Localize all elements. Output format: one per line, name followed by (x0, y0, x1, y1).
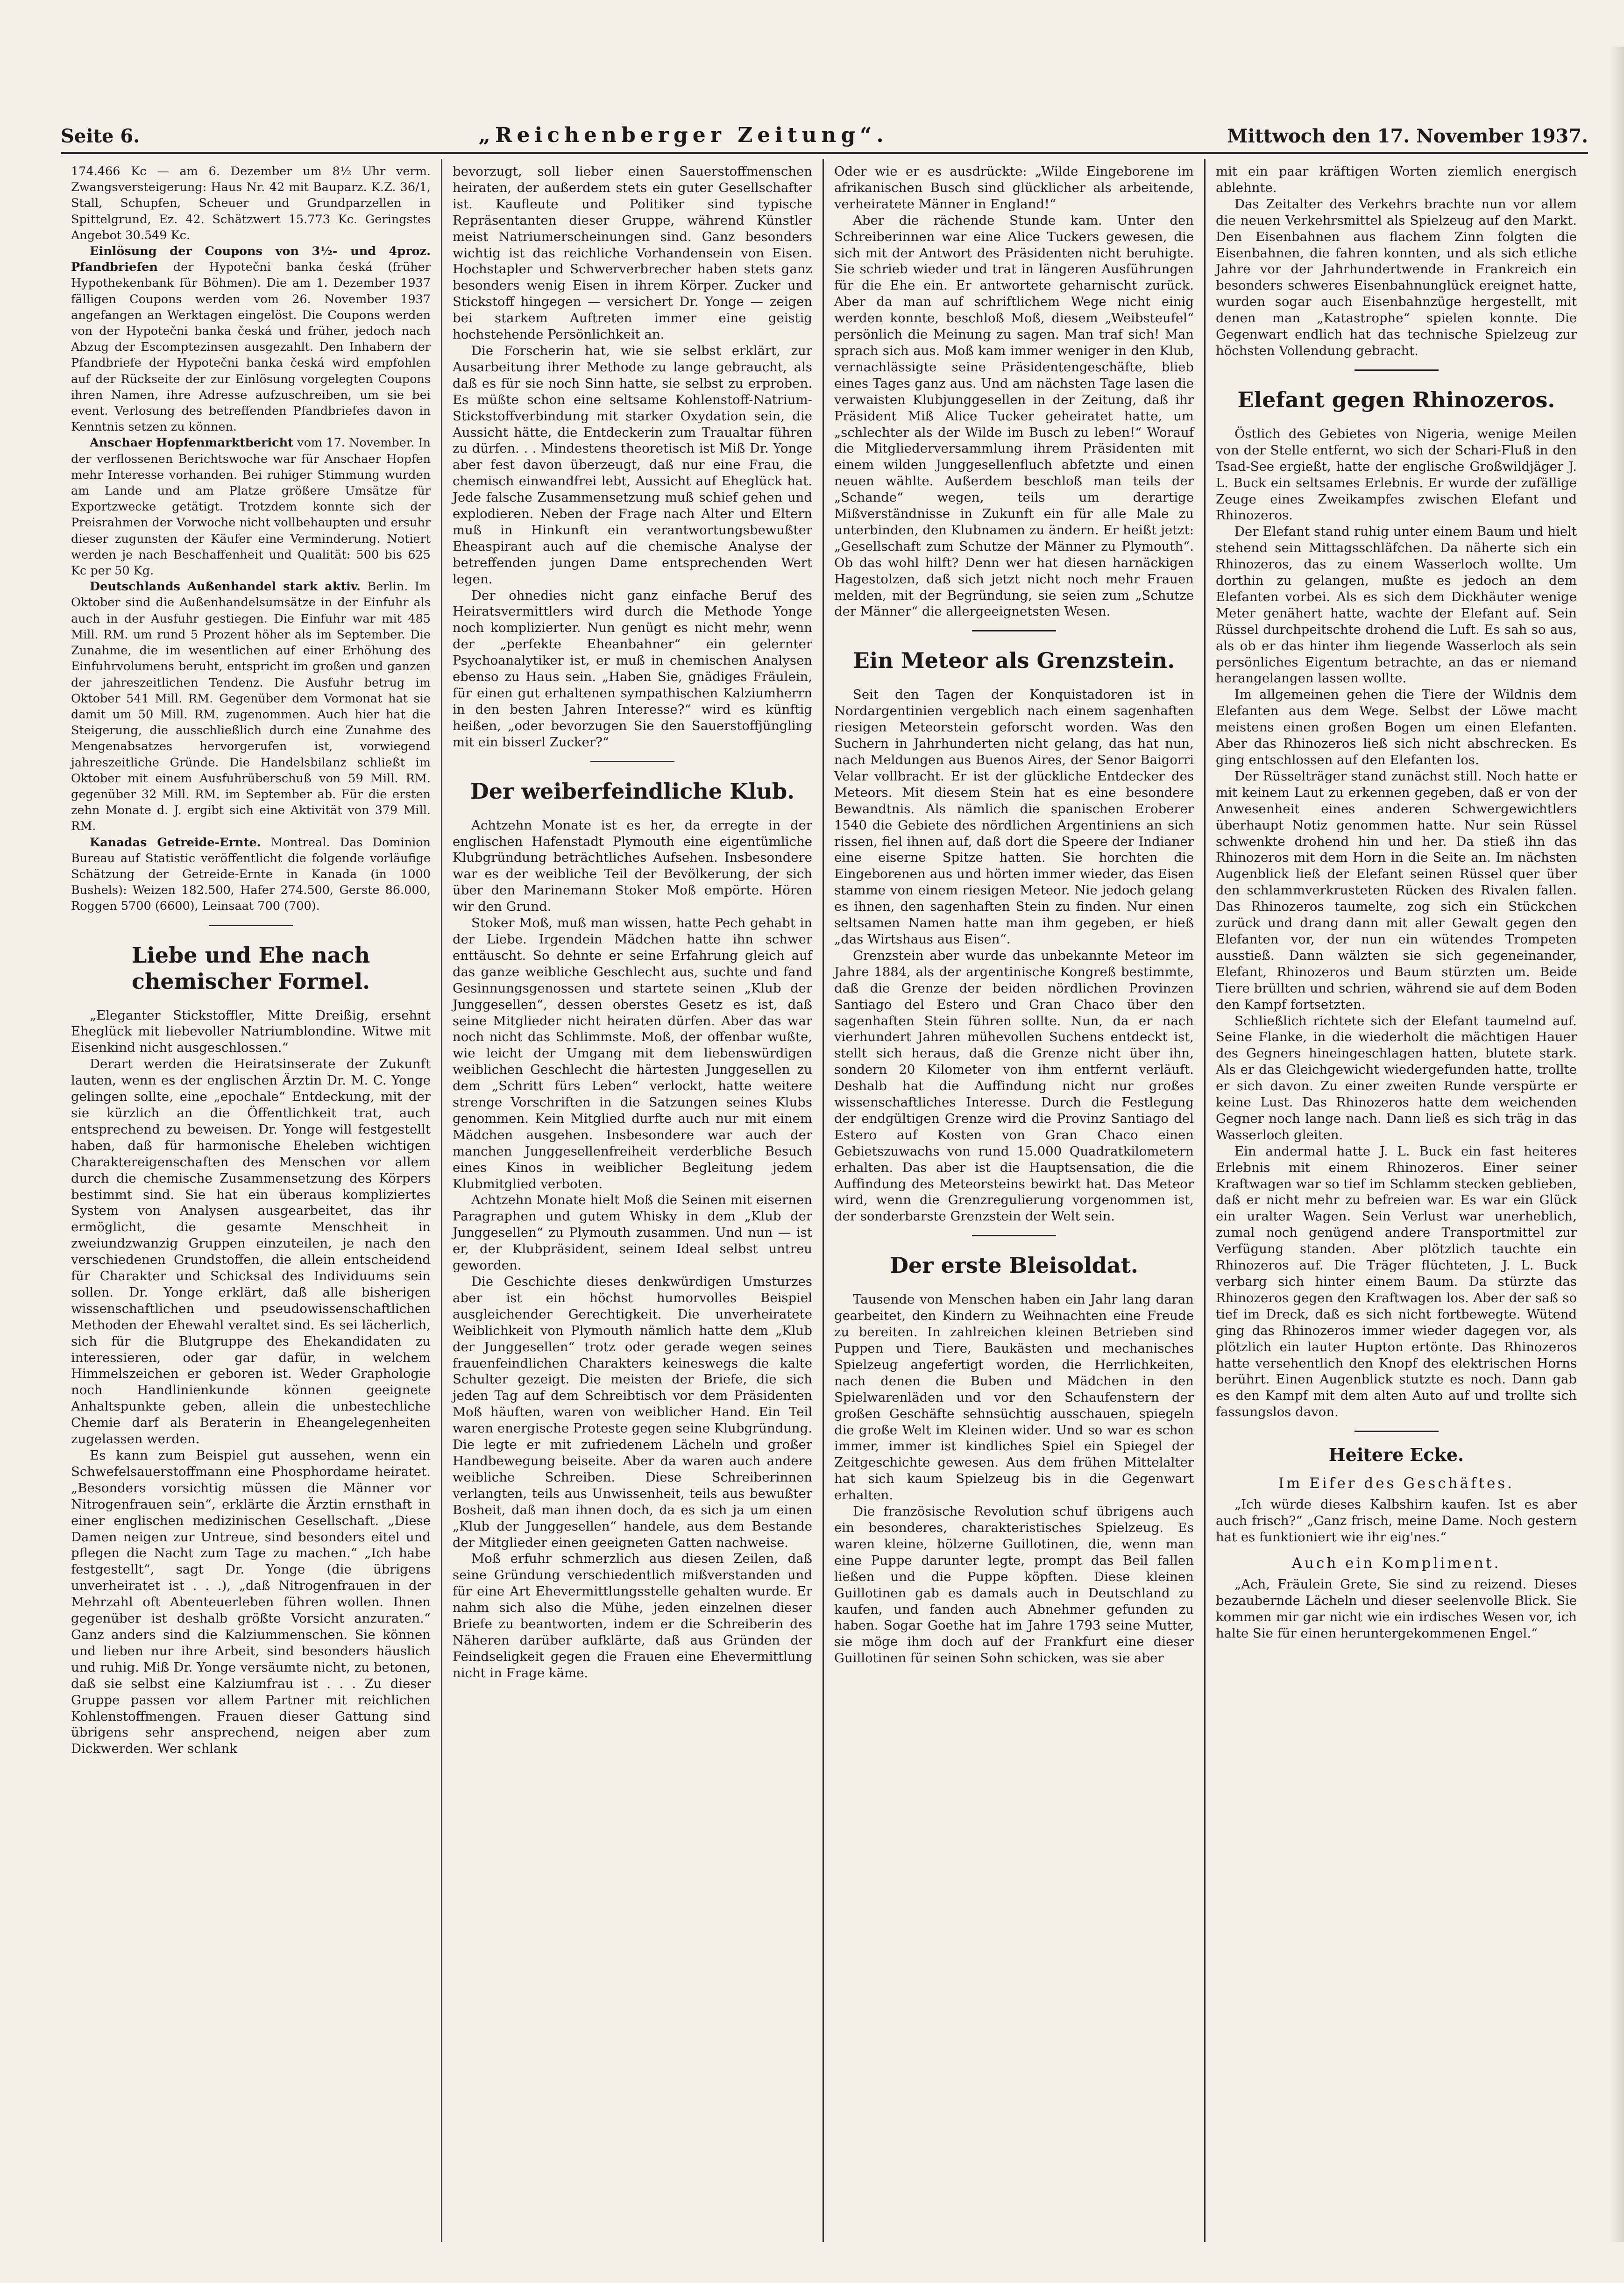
section-divider (972, 1235, 1056, 1236)
article-paragraph: Im allgemeinen gehen die Tiere der Wildnis dem Elefanten aus dem Wege. Selbst der Löwe macht meistens einen großen Bogen um einen Elefanten. Aber das Rhinozeros ließ sich nicht abschrecken. Es ging entschlossen auf den Elefanten los. (1216, 687, 1577, 767)
news-item-text: Berlin. Im Oktober sind die Außenhandelsumsätze in der Einfuhr als auch in der Ausfuhr gestiegen. Die Einfuhr war mit 485 Mill. RM. um rund 5 Prozent höher als im September. Die Zunahme, die im wesentlichen auf einer Erhöhung des Einfuhrvolumens beruht, entspricht im großen und ganzen der jahreszeitlichen Tendenz. Die Ausfuhr betrug im Oktober 541 Mill. RM. Gegenüber dem Vormonat hat sie damit um 50 Mill. RM. zugenommen. Auch hier hat die Steigerung, die ausschließlich durch eine Zunahme des Mengenabsatzes hervorgerufen ist, vorwiegend jahreszeitliche Gründe. Die Handelsbilanz schließt im Oktober mit einem Ausfuhrüberschuß von 59 Mill. RM. gegenüber 32 Mill. RM. im September ab. Für die ersten zehn Monate d. J. ergibt sich eine Aktivität von 379 Mill. RM. (71, 580, 431, 834)
article-paragraph: Der Rüsselträger stand zunächst still. Noch hatte er mit keinem Laut zu erkennen gegeben, daß er von der Anwesenheit eines anderen Schwergewichtlers überhaupt Notiz genommen hatte. Nur sein Rüssel schwenkte drohend hin und her. Da stieß ihn das Rhinozeros mit dem Horn in die Seite an. Im nächsten Augenblick ließ der Elefant seinen Rüssel quer über den schlammverkrusteten Rücken des Rivalen fallen. Das Rhinozeros taumelte, zog sich ein Stückchen zurück und drang dann mit aller Gewalt gegen den Elefanten vor, der nun ein wütendes Trompeten ausstieß. Dann wälzten sie sich gegeneinander, Elefant, Rhinozeros und Baum stürzten um. Beide Tiere brüllten und schrien, während sie auf dem Boden den Kampf fortsetzten. (1216, 768, 1577, 1012)
article-paragraph: Stoker Moß, muß man wissen, hatte Pech gehabt in der Liebe. Irgendein Mädchen hatte ihn schwer enttäuscht. So dehnte er seine Erfahrung gleich auf das ganze weibliche Geschlecht aus, suchte und fand Gesinnungsgenossen und startete seinen „Klub der Junggesellen“, dessen oberstes Gesetz es ist, daß seine Mitglieder nicht heiraten dürfen. Aber das war noch nicht das Schlimmste. Moß, der offenbar wußte, wie leicht der Umgang mit dem liebenswürdigen weiblichen Geschlecht die härtesten Junggesellen zu dem „Schritt fürs Leben“ verlockt, hatte weitere strenge Vorschriften in die Satzungen seines Klubs genommen. Kein Mitglied durfte auch nur mit einem Mädchen ausgehen. Insbesondere war auch der manchen Junggesellenfreiheit verderbliche Besuch eines Kinos in weiblicher Begleitung jedem Klubmitglied verboten. (453, 915, 812, 1191)
section-divider (590, 761, 674, 762)
article-paragraph: Derart werden die Heiratsinserate der Zukunft lauten, wenn es der englischen Ärztin Dr. M. C. Yonge gelingen sollte, eine „epochale“ Entdeckung, mit der sie kürzlich an die Öffentlichkeit trat, auch entsprechend zu beweisen. Dr. Yonge will festgestellt haben, daß für harmonische Eheleben wichtigen Charaktereigenschaften des Menschen vor allem durch die chemische Zusammensetzung des Körpers bestimmt sind. Sie hat ein überaus kompliziertes System von Analysen ausgearbeitet, das ihr ermöglicht, die gesamte Menschheit in zweiundzwanzig Gruppen einzuteilen, je nach den verschiedenen Grundstoffen, die allein entscheidend für Charakter und Schicksal des Individuums sein sollen. Dr. Yonge erklärt, daß alle bisherigen wissenschaftlichen und pseudowissenschaftlichen Methoden der Ehewahl veraltet sind. Es sei lächerlich, sich für die Blutgruppe des Ehekandidaten zu interessieren, oder gar dafür, in welchem Himmelszeichen er geboren ist. Weder Graphologie noch Handlinienkunde können geeignete Anhaltspunkte geben, allein die unbestechliche Chemie darf als Beraterin in Eheangelegenheiten zugelassen werden. (71, 1056, 431, 1447)
page-number: Seite 6. (61, 125, 140, 147)
article-paragraph: Aber die rächende Stunde kam. Unter den Schreiberinnen war eine Alice Tuckers gewesen, die sich mit der Antwort des Präsidenten nicht beruhigte. Sie schrieb wieder und trat in längeren Ausführungen für die Ehe ein. Er antwortete geharnischt zurück. Aber da man auf schriftlichem Wege nicht einig werden konnte, beschloß Moß, diesem „Weibsteufel“ persönlich die Meinung zu sagen. Man traf sich! Man sprach sich aus. Moß kam immer weniger in den Klub, vernachlässigte seine Präsidentengeschäfte, blieb eines Tages ganz aus. Und am nächsten Tage lasen die verwaisten Klubjunggesellen in der Zeitung, daß ihr Präsident Miß Alice Tucker geheiratet hatte, um „schlechter als der Wilde im Busch zu leben!“ Worauf die Mitgliederversammlung ihrem Präsidenten mit einem wilden Junggesellenfluch abfetzte und einen neuen wählte. Außerdem beschloß man teils der „Schande“ wegen, teils um derartige Mißverständnisse in Zukunft ein für alle Male zu unterbinden, den Klubnamen zu ändern. Er heißt jetzt: „Gesellschaft zum Schutze der Männer zu Plymouth“. Ob das wohl hilft? Denn wer hat diesen harnäckigen Hagestolzen, daß sich jetzt nicht noch mehr Frauen melden, mit der Begründung, sie seien zum „Schutze der Männer“ die allergeeignetsten Wesen. (834, 213, 1194, 619)
news-item-text: Montreal. Das Dominion Bureau auf Statistic veröffentlicht die folgende vorläufige Schätzung der Getreide-Ernte in Kanada (in 1000 Bushels): Weizen 182.500, Hafer 274.500, Gerste 86.000, Roggen 5700 (6600), Leinsaat 700 (700). (71, 835, 431, 914)
news-item-title: Einlösung der Coupons von 3½- und 4proz. Pfandbriefen (71, 244, 431, 275)
section-divider (209, 925, 293, 926)
article-paragraph: Der ohnedies nicht ganz einfache Beruf des Heiratsvermittlers wird durch die Methode Yonge noch komplizierter. Nun genügt es nicht mehr, wenn der „perfekte Eheanbahner“ ein gelernter Psychoanalytiker ist, er muß in chemischen Analysen ebenso zu Haus sein. „Haben Sie, gnädiges Fräulein, für einen gut erhaltenen sympathischen Kalziumherrn in den besten Jahren Interesse?“ wird es künftig heißen, „oder bevorzugen Sie den Sauerstoffjüngling mit ein bisserl Zucker?“ (453, 588, 812, 750)
article-paragraph: Achtzehn Monate ist es her, da erregte in der englischen Hafenstadt Plymouth eine eigentümliche Klubgründung beträchtliches Aufsehen. Insbesondere war es der weibliche Teil der Bevölkerung, der sich über den Marinemann Stoker Moß empörte. Hören wir den Grund. (453, 817, 812, 915)
article-paragraph: „Eleganter Stickstoffler, Mitte Dreißig, ersehnt Ehеglück mit liebevoller Natriumblondine. Witwe mit Eisenkind nicht ausgeschlossen.“ (71, 1007, 431, 1056)
section-divider (972, 630, 1056, 631)
section-divider (1355, 369, 1439, 371)
section-divider (1355, 1431, 1439, 1432)
article-paragraph: Grenzstein aber wurde das unbekannte Meteor im Jahre 1884, als der argentinische Kongreß bestimmte, daß die Grenze der beiden nördlichen Provinzen Santiago del Estero und Gran Chaco über den sagenhaften Stein führen sollte. Nun, da er nach vierhundert Jahren mühevollen Suchens entdeckt ist, stellt sich heraus, daß die Grenze nicht über ihn, sondern 20 Kilometer von ihm entfernt verläuft. Deshalb hat die Auffindung nicht nur großes wissenschaftliches Interesse. Durch die Festlegung der endgültigen Grenze wird die Provinz Santiago del Estero auf Kosten von Gran Chaco einen Gebietszuwachs von rund 15.000 Quadratkilometern erhalten. Das aber ist die Hauptsensation, die die Auffindung des Meteorsteins bewirkt hat. Das Meteor wird, wenn die Grenzregulierung vorgenommen ist, der sonderbarste Grenzstein der Welt sein. (834, 948, 1194, 1224)
news-item (71, 579, 431, 834)
article-paragraph: Moß erfuhr schmerzlich aus diesen Zeilen, daß seine Gründung verschiedentlich mißverstanden und für eine Art Ehevermittlungsstelle gehalten wurde. Er nahm sich also die Mühe, jeden einzelnen dieser Briefe zu beantworten, indem er die Schreiberin des Näheren darüber aufklärte, daß aus Gründen der Feindseligkeit gegen die Frauen eine Ehevermittlung nicht in Frage käme. (453, 1551, 812, 1680)
column-3 (824, 159, 1206, 2242)
article-paragraph: Schließlich richtete sich der Elefant taumelnd auf. Seine Flanke, in die wiederholt die mächtigen Hauer des Gegners hineingeschlagen hatten, blutete stark. Als er das Gleichgewicht wiedergefunden hatte, trollte er sich davon. Zu einer zweiten Runde verspürte er keine Lust. Das Rhinozeros hatte dem weichenden Gegner noch lange nach. Dann ließ es sich träg in das Wasserloch gleiten. (1216, 1013, 1577, 1142)
joke-title: Im Eifer des Geschäftes. (1278, 1475, 1515, 1492)
article-paragraph: Das Zeitalter des Verkehrs brachte nun vor allem die neuen Verkehrsmittel als Spielzeug auf den Markt. Den Eisenbahnen aus flachem Zinn folgten die Eisenbahnen, die fahren konnten, und als sich etliche Jahre vor der Jahrhundertwende in Frankreich ein besonders schweres Eisenbahnunglück ereignet hatte, wurden sogar auch Eisenbahnzüge hergestellt, mit denen man „Katastrophe“ spielen konnte. Die Gegenwart endlich hat das technische Spielzeug zur höchsten Vollendung gebracht. (1216, 196, 1577, 358)
page-header (61, 103, 1588, 154)
news-item-text: der Hypotečni banka česká (früher Hypothekenbank für Böhmen). Die am 1. Dezember 1937 fälligen Coupons werden vom 26. November 1937 angefangen an Werktagen eingelöst. Die Coupons werden von der Hypotečni banka česká und früher, jedoch nach Abzug der Escomptezinsen ausgezahlt. Den Inhabern der Pfandbriefe der Hypotečni banka česká wird empfohlen auf der Rückseite der zur Einlösung vorgelegten Coupons ihren Namen, ihre Adresse aufzuschreiben, um sie bei event. Verlosung des betreffenden Pfandbriefes davon in Kenntnis setzen zu können. (71, 260, 431, 434)
newspaper-page (61, 42, 1588, 2256)
joke-title: Auch ein Kompliment. (1291, 1554, 1501, 1572)
humor-section-title: Heitere Ecke. (1328, 1444, 1464, 1466)
article-headline: Der erste Bleisoldat. (890, 1253, 1138, 1278)
article-paragraph: Die Forscherin hat, wie sie selbst erklärt, zur Ausarbeitung ihrer Methode zu lange gebraucht, als daß es für sie noch Sinn hatte, sie selbst zu erproben. Es müßte schon eine seltsame Kohlenstoff-Natrium-Stickstoffverbindung mit starker Oxydation sein, die Aussicht hätte, die Entdeckerin zum Traualtar führen zu dürfen. . . Mindestens theoretisch ist Miß Dr. Yonge aber fest davon überzeugt, daß nur eine Frau, die chemisch einwandfrei lebt, Aussicht auf Eheglück hat. Jede falsche Zusammensetzung muß schief gehen und explodieren. Neben der Frage nach Alter und Eltern muß in Hinkunft ein verantwortungsbewußter Ehеaspirant auch auf die chemische Analyse der betreffenden jungen Dame entsprechenden Wert legen. (453, 343, 812, 587)
article-paragraph: Ein andermal hatte J. L. Buck ein fast heiteres Erlebnis mit einem Rhinozeros. Einer seiner Kraftwagen war so tief im Schlamm stecken geblieben, daß er nicht mehr zu befreien war. Es war ein Glück ein uralter Wagen. Sein Verlust war unerheblich, zumal noch genügend andere Transportmittel zur Verfügung standen. Aber plötzlich tauchte ein Rhinozeros auf. Die Träger flüchteten, J. L. Buck verbarg sich hinter einem Baum. Da stürzte das Rhinozeros gegen den Kraftwagen los. Aber der saß so tief im Dreck, daß es sich nicht fortbewegte. Wütend ging das Rhinozeros immer wieder dagegen vor, als plötzlich ein lauter Hupton ertönte. Das Rhinozeros hatte versehentlich den Knopf des elektrischen Horns berührt. Einen Augenblick stutzte es noch. Dann gab es den Kampf mit dem alten Auto auf und trollte sich fassungslos davon. (1216, 1143, 1577, 1420)
article-paragraph: Tausende von Menschen haben ein Jahr lang daran gearbeitet, den Kindern zu Weihnachten eine Freude zu bereiten. In zahlreichen kleinen Betrieben sind Puppen und Tiere, Baukästen und mechanisches Spielzeug angefertigt worden, die Herrlichkeiten, nach denen die Buben und Mädchen in den Spielwarenläden und vor den Schaufenstern der großen Geschäfte sehnsüchtig ausschauen, spiegeln die große Welt im Kleinen wider. Und so war es schon immer, immer ist kindliches Spiel ein Spiegel der Zeitgeschichte gewesen. Aus dem frühen Mittelalter hat sich kaum Spielzeug bis in die Gegenwart erhalten. (834, 1292, 1194, 1503)
news-item-title: Deutschlands Außenhandel stark aktiv. (90, 580, 361, 594)
article-paragraph: Achtzehn Monate hielt Moß die Seinen mit eisernen Paragraphen und gutem Whisky in dem „Klub der Junggesellen“ zu Plymouth zusammen. Und nun — ist er, der Klubpräsident, seinem Ideal selbst untreu geworden. (453, 1192, 812, 1273)
article-paragraph: Die Geschichte dieses denkwürdigen Umsturzes aber ist ein höchst humorvolles Beispiel ausgleichender Gerechtigkeit. Die unverheiratete Weiblichkeit von Plymouth nämlich hatte dem „Klub der Junggesellen“ trotz oder gerade wegen seines frauenfeindlichen Charakters keineswegs die kalte Schulter gezeigt. Die meisten der Briefe, die sich jeden Tag auf dem Schreibtisch vor dem Präsidenten Moß häuften, waren von weiblicher Hand. Ein Teil waren energische Proteste gegen seine Klubgründung. Die legte er mit zufriedenem Lächeln und großer Handbewegung beiseite. Aber da waren auch andere weibliche Schreiben. Diese Schreiberinnen verlangten, teils aus Unwissenheit, teils aus bewußter Bosheit, daß man ihnen doch, da es sich ja um einen „Klub der Junggesellen“ handele, aus dem Bestande der Mitglieder einen geeigneten Gatten nachweise. (453, 1274, 812, 1550)
article-paragraph: Die französische Revolution schuf übrigens auch ein besonderes, charakteristisches Spielzeug. Es waren kleine, hölzerne Guillotinen, die, wenn man eine Puppe darunter legte, prompt das Beil fallen ließen und die Puppe köpften. Diese kleinen Guillotinen gab es damals auch in Deutschland zu kaufen, und fanden auch Abnehmer gefunden zu haben. Sogar Goethe hat im Jahre 1793 seine Mutter, sie möge ihm doch auf der Frankfurt eine dieser Guillotinen für seinen Sohn schicken, was sie aber (834, 1504, 1194, 1666)
article-paragraph: Oder wie er es ausdrückte: „Wilde Eingeborene im afrikanischen Busch sind glücklicher als arbeitende, verheiratete Männer in England!“ (834, 164, 1194, 212)
article-paragraph: Es kann zum Beispiel gut aussehen, wenn ein Schwefelsauerstoffmann eine Phosphordame heiratet. „Besonders vorsichtig müssen die Männer vor Nitrogenfrauen sein“, erklärte die Ärztin ernsthaft in einer englischen medizinischen Gesellschaft. „Diese Damen neigen zur Untreue, sind besonders eitel und pflegen die Nacht zum Tage zu machen.“ „Ich habe festgestellt“, sagt Dr. Yonge (die übrigens unverheiratet ist . . .), „daß Nitrogenfrauen in der Mehrzahl oft Abenteuerleben führen wollen. Ihnen gegenüber ist deshalb größte Vorsicht anzuraten.“ Ganz anders sind die Kalziummenschen. Sie können und lieben nur ihre Arbeit, sind besonders häuslich und ruhig. Miß Dr. Yonge versäumte nicht, zu betonen, daß sie selbst eine Kalziumfrau ist . . . Zu dieser Gruppe passen vor allem Partner mit reichlichen Kohlenstoffmengen. Frauen dieser Gattung sind übrigens sehr ansprechend, neigen aber zum Dickwerden. Wer schlank (71, 1448, 431, 1757)
article-columns (61, 159, 1588, 2242)
joke-text: „Ach, Fräulein Grete, Sie sind zu reizend. Dieses bezaubernde Lächeln und dieser seelenvolle Blick. Sie kommen mir gar nicht wie ein irdisches Wesen vor, ich halte Sie für einen heruntergekommenen Engel.“ (1216, 1576, 1577, 1641)
article-paragraph: Östlich des Gebietes von Nigeria, wenige Meilen von der Stelle entfernt, wo sich der Schari-Fluß in den Tsad-See ergießt, hatte der englische Großwildjäger J. L. Buck ein seltsames Erlebnis. Er wurde der zufällige Zeuge eines Zweikampfes zwischen Elefant und Rhinozeros. (1216, 426, 1577, 523)
news-item (71, 835, 431, 915)
column-1 (61, 159, 442, 2242)
article-paragraph: Der Elefant stand ruhig unter einem Baum und hielt stehend sein Mittagsschläfchen. Da näherte sich ein Rhinozeros, das zu einem Wasserloch wollte. Um dorthin zu gelangen, mußte es jedoch an dem Elefanten vorbei. Als es sich dem Dickhäuter wenige Meter genähert hatte, wachte der Elefant auf. Sein Rüssel durchpeitschte drohend die Luft. Es sah so aus, als ob er das hinter ihm liegende Wasserloch als sein persönliches Eigentum betrachte, an das er niemand herangelangen lassen wollte. (1216, 524, 1577, 686)
news-item-title: Anschaer Hopfenmarktbericht (90, 436, 293, 450)
article-paragraph: bevorzugt, soll lieber einen Sauerstoffmenschen heiraten, der außerdem stets ein guter Gesellschafter ist. Kaufleute und Politiker sind typische Repräsentanten dieser Gruppe, während Künstler meist Natriumerscheinungen sind. Ganz besonders wichtig ist das reichliche Vorhandensein von Eisen. Hochstapler und Schwerverbrecher haben stets ganz besonders wenig Eisen in ihrem Körper. Zucker und Stickstoff hingegen — versichert Dr. Yonge — zeigen bei starkem Auftreten immer eine geistig hochstehende Persönlichkeit an. (453, 164, 812, 342)
auction-notice: 174.466 Kc — am 6. Dezember um 8½ Uhr verm. Zwangsversteigerung: Haus Nr. 42 mit Bauparz. K.Z. 36/1, Stall, Schupfen, Scheuer und Grundparzellen in Spittelgrund, Ez. 42. Schätzwert 15.773 Kc. Geringstes Angebot 30.549 Kc. (71, 164, 431, 242)
joke-text: „Ich würde dieses Kalbshirn kaufen. Ist es aber auch frisch?“ „Ganz frisch, meine Dame. Noch gestern hat es funktioniert wie ihr eig'nes.“ (1216, 1497, 1577, 1545)
column-2 (442, 159, 824, 2242)
article-headline: Der weiberfeindliche Klub. (470, 778, 795, 804)
article-paragraph: mit ein paar kräftigen Worten ziemlich energisch ablehnte. (1216, 164, 1577, 195)
issue-date: Mittwoch den 17. November 1937. (1227, 125, 1588, 147)
news-item-text: vom 17. November. In der verflossenen Berichtswoche war für Anschaer Hopfen mehr Interesse vorhanden. Bei ruhiger Stimmung wurden am Lande und am Platze größere Umsätze für Exportzwecke getätigt. Trotzdem konnte sich der Preisrahmen der Vorwoche nicht vollbehaupten und ersuhr dieser zugunsten der Käufer eine Verminderung. Notiert werden je nach Beschaffenheit und Qualität: 500 bis 625 Kc per 50 Kg. (71, 436, 431, 578)
article-headline: Ein Meteor als Grenzstein. (853, 648, 1175, 674)
news-item-title: Kanadas Getreide-Ernte. (90, 835, 261, 850)
page-edge-shadow (1610, 47, 1624, 2242)
column-4 (1206, 159, 1587, 2242)
article-paragraph: Seit den Tagen der Konquistadoren ist in Nordargentinien vergeblich nach einem sagenhaften riesigen Meteorstein geforscht worden. Was den Suchern in Jahrhunderten nicht gelang, das hat nun, nach Meldungen aus Buenos Aires, der Senor Baigorri Velar vollbracht. Er ist der glückliche Entdecker des Meteors. Mit diesem Stein hat es eine besondere Bewandtnis. Als nämlich die spanischen Eroberer 1540 die Gebiete des nördlichen Argentiniens an sich rissen, fiel ihnen auf, daß dort die Speere der Indianer eine eiserne Spitze hatten. Sie horchten die Eingeborenen aus und hörten immer wieder, das Eisen stamme von einem riesigen Meteor. Nie jedoch gelang es ihnen, den sagenhaften Stein zu finden. Nur einen seltsamen Namen hatte man ihm gegeben, er hieß „das Wirtshaus aus Eisen“. (834, 687, 1194, 947)
news-item (71, 243, 431, 435)
article-headline: Elefant gegen Rhinozeros. (1237, 387, 1555, 412)
article-headline: Liebe und Ehe nach chemischer Formel. (131, 942, 370, 994)
newspaper-title: „Reichenberger Zeitung“. (478, 123, 888, 147)
news-item (71, 435, 431, 579)
